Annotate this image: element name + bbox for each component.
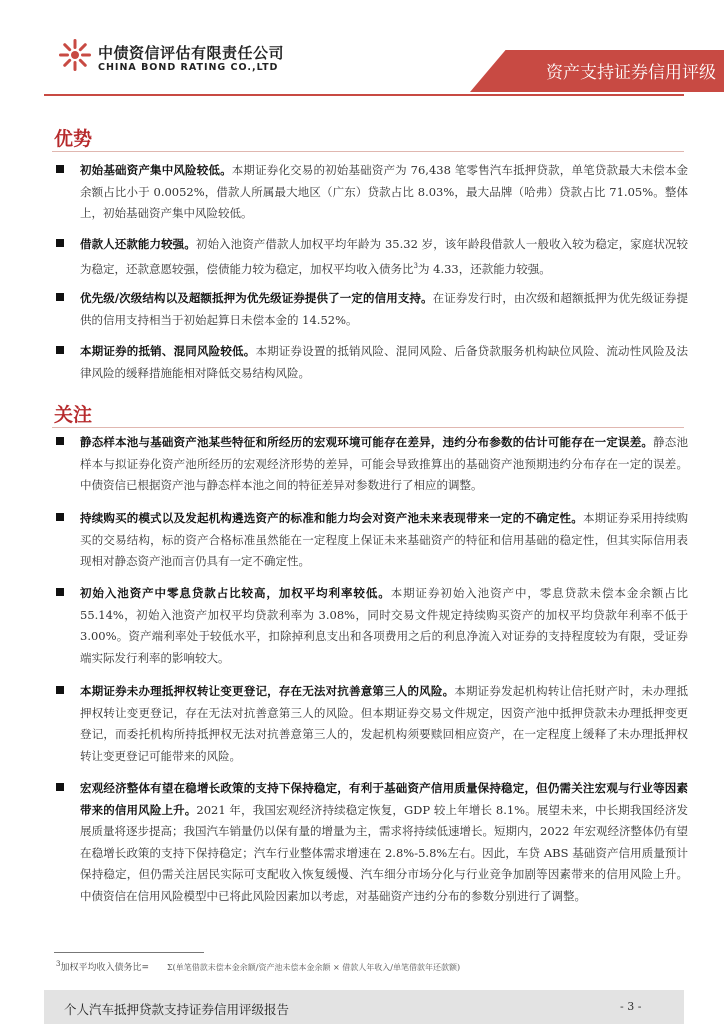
list-item-lead: 本期证券的抵销、混同风险较低。 — [80, 344, 256, 358]
list-item-body: 初始入池资产借款人加权平均年龄为 35.32 岁，该年龄段借款人一般收入较为稳定，家庭状况较为稳定，还款意愿较强，偿债能力较为稳定，加权平均收入债务比 — [80, 237, 689, 276]
list-item — [56, 681, 688, 767]
section-divider — [52, 151, 684, 152]
page-number: - 3 - — [620, 1000, 642, 1013]
list-item-body: 静态池样本与拟证券化资产池所经历的宏观经济形势的差异，可能会导致推算出的基础资产池预期违约分布存在一定的误差。中债资信已根据资产池与静态样本池之间的特征差异对参数进行了相应的调整。 — [80, 435, 689, 492]
footnote-label: 加权平均收入债务比= — [60, 963, 150, 973]
section-title-concerns: 关注 — [54, 404, 93, 426]
list-item-text — [80, 288, 688, 331]
list-item-lead: 初始基础资产集中风险较低。 — [80, 163, 232, 177]
bullet-square-icon — [56, 293, 64, 301]
section-divider — [52, 427, 684, 428]
list-item-body: 在证券发行时，由次级和超额抵押为优先级证券提供的信用支持相当于初始起算日未偿本金的 14.52%。 — [80, 291, 688, 327]
bullet-square-icon — [56, 588, 64, 596]
list-item-body-cont: 为 4.33，还款能力较强。 — [417, 261, 551, 276]
list-item-text — [80, 583, 688, 669]
list-item-text — [80, 508, 688, 573]
list-item — [56, 288, 688, 331]
list-item-lead: 优先级/次级结构以及超额抵押为优先级证券提供了一定的信用支持。 — [80, 291, 433, 305]
list-item-body: 2021 年，我国宏观经济持续稳定恢复，GDP 较上年增长 8.1%。展望未来，中长期我国经济发展质量将逐步提高；我国汽车销量仍以保有量的增量为主，需求将持续低速增长。短期内，2022 年宏观经济整体仍有望在稳增长政策的支持下保持稳定；汽车行业整体需求增速在 2.8%-5.8%左右。因此，车贷 ABS 基础资产信用质量预计保持稳定，但仍需关注居民实际可支配收入恢复缓慢、汽车细分市场分化与行业竞争加剧等因素带来的信用风险上升。中债资信在信用风险模型中已将此风险因素加以考虑，对基础资产违约分布的参数分别进行了调整。 — [80, 802, 689, 903]
company-logo-icon — [58, 38, 92, 72]
footnote — [56, 958, 460, 975]
list-item-lead: 初始入池资产中零息贷款占比较高，加权平均利率较低。 — [80, 586, 391, 600]
list-item-lead: 持续购买的模式以及发起机构遴选资产的标准和能力均会对资产池未来表现带来一定的不确定性。 — [80, 511, 583, 525]
list-item — [56, 160, 688, 225]
list-item-body: 本期证券化交易的初始基础资产为 76,438 笔零售汽车抵押贷款，单笔贷款最大未偿本金余额占比小于 0.0052%，借款人所属最大地区（广东）贷款占比 8.03%，最大品牌（哈弗）贷款占比 71.05%。整体上，初始基础资产集中风险较低。 — [80, 163, 689, 220]
company-name-cn: 中债资信评估有限责任公司 — [98, 44, 285, 62]
list-item-lead: 宏观经济整体有望在稳增长政策的支持下保持稳定，有利于基础资产信用质量保持稳定，但仍需关注宏观与行业等因素带来的信用风险上升。 — [80, 781, 688, 817]
page-header — [0, 0, 724, 98]
list-item — [56, 778, 688, 907]
section-title-strengths: 优势 — [54, 128, 93, 150]
list-item-body: 本期证券设置的抵销风险、混同风险、后备贷款服务机构缺位风险、流动性风险及法律风险的缓释措施能相对降低交易结构风险。 — [80, 344, 689, 380]
footnote-ref: 3 — [413, 261, 418, 270]
list-item-text — [80, 160, 688, 225]
bullet-square-icon — [56, 686, 64, 694]
list-item — [56, 432, 688, 497]
list-item-body: 本期证券发起机构转让信托财产时，未办理抵押权转让变更登记，存在无法对抗善意第三人的风险。但本期证券交易文件规定，因资产池中抵押贷款未办理抵押变更登记，而委托机构所持抵押权无法对抗善意第三人的，发起机构须要赎回相应资产，在一定程度上缓释了未办理抵押权转让变更登记可能带来的风险。 — [80, 684, 689, 763]
list-item-text — [80, 778, 688, 907]
footnote-divider — [54, 952, 204, 953]
report-category-title: 资产支持证券信用评级 — [546, 63, 716, 83]
list-item-lead: 静态样本池与基础资产池某些特征和所经历的宏观环境可能存在差异，违约分布参数的估计可能存在一定误差。 — [80, 435, 654, 449]
list-item-text — [80, 341, 688, 384]
list-item — [56, 583, 688, 669]
list-item-body: 本期证券初始入池资产中，零息贷款未偿本金余额占比 55.14%，初始入池资产加权平均贷款利率为 3.08%，同时交易文件规定持续购买资产的加权平均贷款年利率不低于 3.00%。资产端利率处于较低水平，扣除掉利息支出和各项费用之后的利息净流入对证券的支持程度较为有限，受证券端实际发行利率的影响较大。 — [80, 586, 689, 665]
list-item-text — [80, 432, 688, 497]
list-item-text — [80, 681, 688, 767]
company-name-en: CHINA BOND RATING CO.,LTD — [98, 62, 279, 73]
bullet-square-icon — [56, 437, 64, 445]
list-item-lead: 借款人还款能力较强。 — [80, 237, 196, 251]
list-item-text — [80, 234, 688, 280]
bullet-square-icon — [56, 783, 64, 791]
bullet-square-icon — [56, 239, 64, 247]
footnote-mark: 3 — [56, 960, 61, 968]
bullet-square-icon — [56, 513, 64, 521]
list-item — [56, 234, 688, 280]
list-item-lead: 本期证券未办理抵押权转让变更登记，存在无法对抗善意第三人的风险。 — [80, 684, 455, 698]
footnote-formula: Σ(单笔借款未偿本金余额/资产池未偿本金余额 × 借款人年收入/单笔借款年还款额) — [167, 963, 461, 972]
list-item — [56, 508, 688, 573]
header-divider — [44, 94, 684, 96]
list-item — [56, 341, 688, 384]
bullet-square-icon — [56, 165, 64, 173]
bullet-square-icon — [56, 346, 64, 354]
list-item-body: 本期证券采用持续购买的交易结构，标的资产合格标准虽然能在一定程度上保证未来基础资产的特征和信用基础的稳定性，但其实际信用表现相对静态资产池而言仍具有一定不确定性。 — [80, 511, 689, 568]
footer-report-title: 个人汽车抵押贷款支持证券信用评级报告 — [64, 1002, 290, 1017]
